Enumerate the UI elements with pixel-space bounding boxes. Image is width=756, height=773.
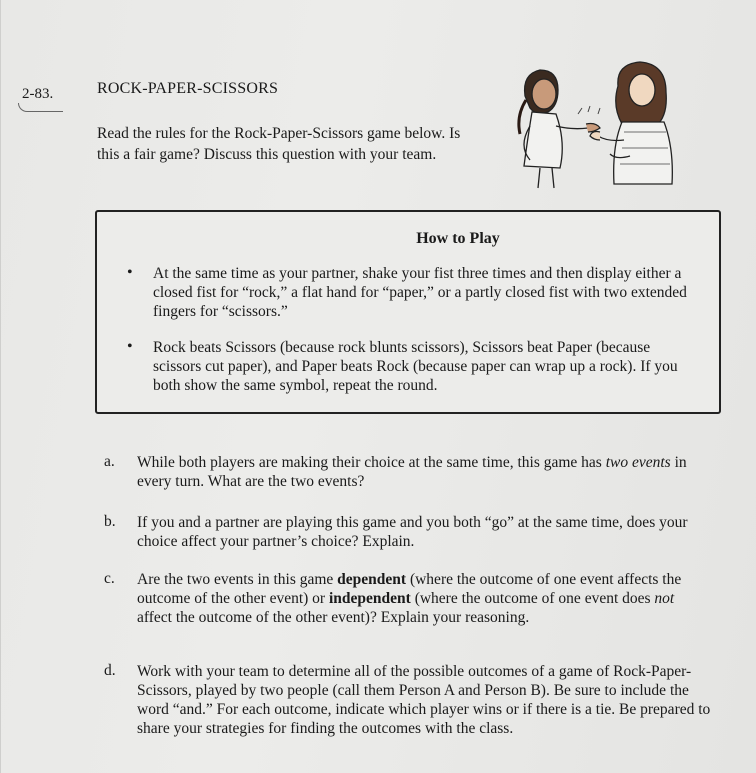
question-a-text (137, 453, 717, 491)
children-playing-illustration (500, 56, 690, 196)
question-b-letter: b. (104, 513, 116, 530)
question-text-run: (where the outcome of one event affects the outcome of the other event) or (137, 571, 682, 607)
question-text-run: Are the two events in this game (137, 571, 338, 588)
question-text-run: two events (605, 454, 671, 471)
problem-number: 2-83. (22, 86, 54, 102)
question-d-text (137, 662, 717, 738)
question-c-text (137, 570, 707, 627)
bullet-icon: • (127, 264, 133, 281)
bullet-icon: • (127, 338, 133, 355)
rule-item (127, 338, 693, 395)
page-edge (0, 0, 1, 773)
question-text-run: If you and a partner are playing this game and you both “go” at the same time, does your choice affect your partner’s choice? Explain. (137, 514, 688, 550)
problem-intro: Read the rules for the Rock-Paper-Scissors game below. Is this a fair game? Discuss this question with your team. (97, 125, 461, 163)
question-text-run: not (654, 590, 675, 607)
question-text-run: in every turn. What are the two events? (137, 454, 687, 490)
rule-text: Rock beats Scissors (because rock blunts scissors), Scissors beat Paper (because scissors cut paper), and Paper beats Rock (because paper can wrap up a rock). If you both show the same symbol, repeat the round. (153, 339, 678, 394)
rule-item (127, 264, 693, 321)
question-text-run: independent (328, 590, 411, 607)
handwritten-mark (18, 103, 63, 112)
question-text-run: affect the outcome of the other event)? Explain your reasoning. (137, 609, 530, 626)
how-to-play-box (95, 210, 721, 414)
how-to-play-title: How to Play (416, 230, 500, 247)
question-text-run: (where the outcome of one event does (410, 590, 655, 607)
question-c-letter: c. (104, 570, 115, 587)
question-text-run: dependent (337, 571, 407, 588)
question-a-letter: a. (104, 453, 115, 470)
question-d-letter: d. (104, 662, 116, 679)
question-text-run: While both players are making their choice at the same time, this game has (137, 454, 606, 471)
question-text-run: Work with your team to determine all of the possible outcomes of a game of Rock-Paper-Scissors, played by two people (call them Person A and Person B). Be sure to include the word “and.” For each outcome, indicate which player wins or if there is a tie. Be prepared to share your strategies for finding the outcomes with the class. (137, 663, 711, 737)
rule-text: At the same time as your partner, shake your fist three times and then display either a closed fist for “rock,” a flat hand for “paper,” or a partly closed fist with two extended fingers for “scissors.” (153, 265, 687, 320)
problem-title: ROCK-PAPER-SCISSORS (97, 80, 279, 97)
question-b-text (137, 513, 717, 551)
